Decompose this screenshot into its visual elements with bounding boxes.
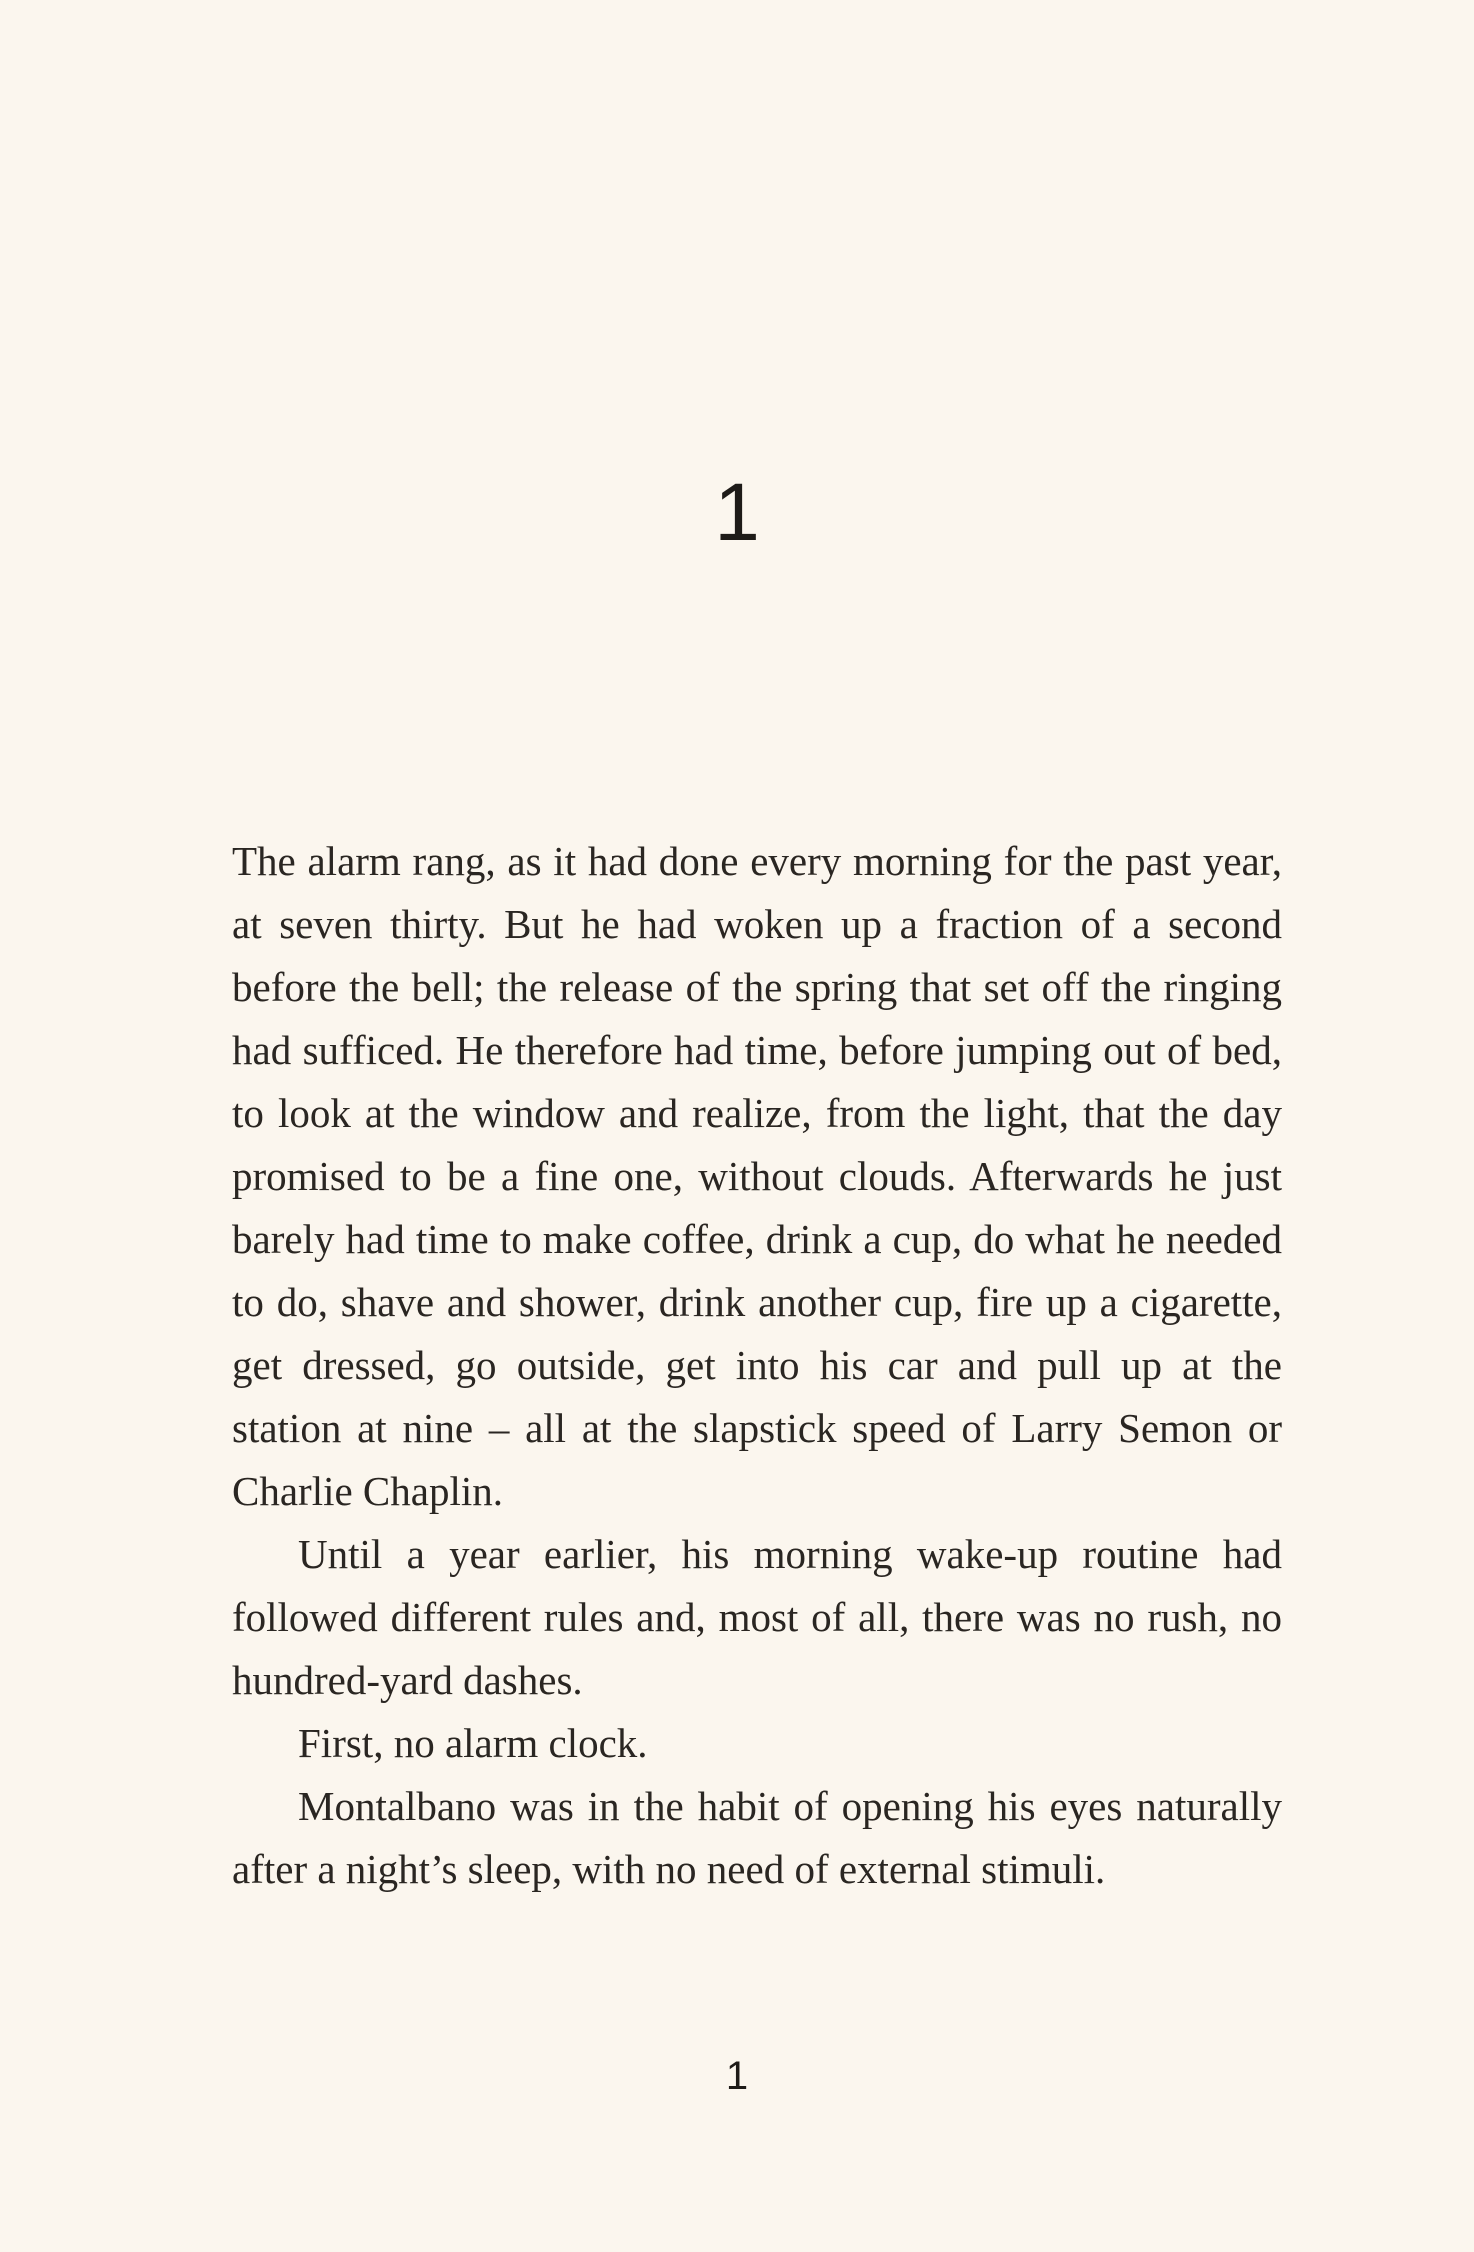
page-number: 1 — [725, 2054, 749, 2098]
paragraph: Until a year earlier, his morning wake-up routine had followed different rules and, most of all, there was no rush, no hundred-yard dashes. — [232, 1531, 1282, 1703]
paragraph: Montalbano was in the habit of opening his eyes naturally after a night’s sleep, with no need of external stimuli. — [232, 1783, 1282, 1892]
chapter-body — [232, 830, 1282, 1901]
paragraph: The alarm rang, as it had done every morning for the past year, at seven thirty. But he had woken up a fraction of a second before the bell; the release of the spring that set off the ringing had sufficed. He therefore had time, before jumping out of bed, to look at the window and realize, from the light, that the day promised to be a fine one, without clouds. Afterwards he just barely had time to make coffee, drink a cup, do what he needed to do, shave and shower, drink another cup, fire up a cigarette, get dressed, go outside, get into his car and pull up at the station at nine – all at the slapstick speed of Larry Semon or Charlie Chaplin. — [232, 838, 1282, 1514]
chapter-number: 1 — [714, 467, 760, 558]
paragraph: First, no alarm clock. — [298, 1720, 648, 1766]
